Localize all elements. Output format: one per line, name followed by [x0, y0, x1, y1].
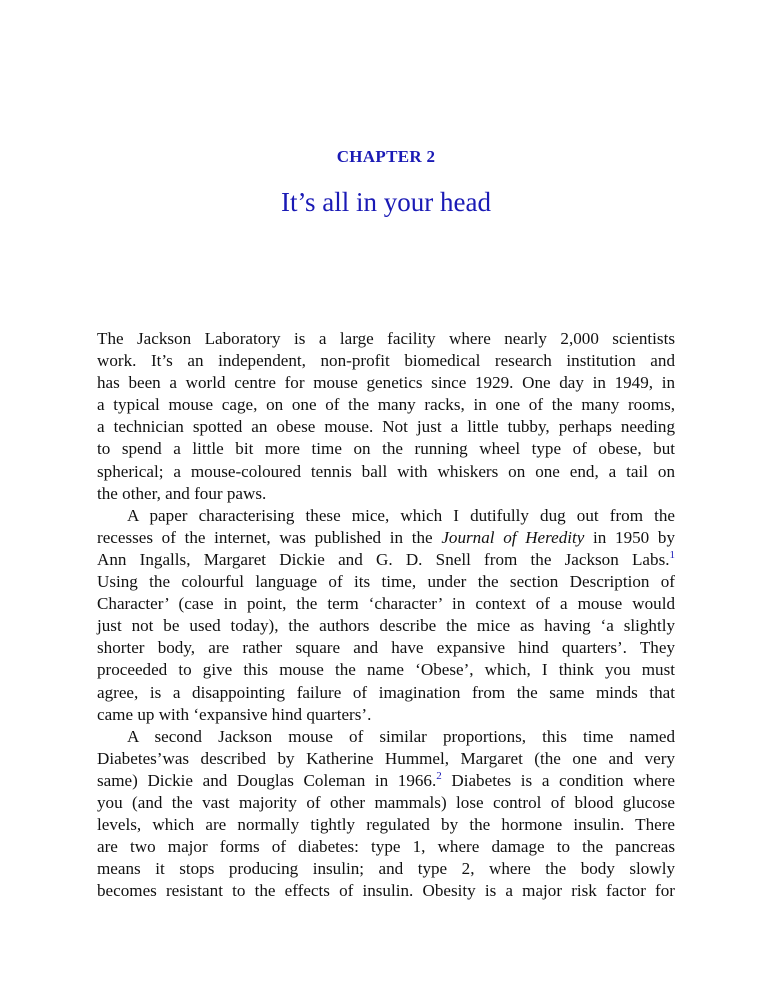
text-line: shorter body, are rather square and have expansive hind quarters’. They: [97, 638, 675, 658]
text-line: agree, is a disappointing failure of imagination from the same minds that: [97, 682, 675, 702]
text-line: work. It’s an independent, non-profit biomedical research institution and: [97, 351, 675, 371]
text-line: A second Jackson mouse of similar proportions, this time named: [127, 726, 675, 746]
text-line: The Jackson Laboratory is a large facility where nearly 2,000 scientists: [97, 329, 675, 348]
body-text: [97, 328, 675, 902]
text-line: Ann Ingalls, Margaret Dickie and G. D. Snell from the Jackson Labs.$^1$: [97, 548, 675, 569]
text-line: Character’ (case in point, the term ‘character’ in context of a mouse would: [97, 594, 675, 614]
text-line: are two major forms of diabetes: type 1, where damage to the pancreas: [97, 837, 675, 857]
text-line: a technician spotted an obese mouse. Not just a little tubby, perhaps needing: [97, 417, 675, 437]
footnote-ref[interactable]: 2: [436, 769, 442, 782]
text-line: recesses of the internet, was published in the Journal of Heredity in 1950 by: [97, 527, 675, 547]
chapter-title: It’s all in your head: [281, 187, 491, 217]
text-line: to spend a little bit more time on the running wheel type of obese, but: [97, 439, 675, 459]
chapter-label: CHAPTER 2: [336, 147, 436, 166]
text-line: becomes resistant to the effects of insulin. Obesity is a major risk factor for: [97, 881, 675, 901]
text-line: A paper characterising these mice, which I dutifully dug out from the: [127, 505, 675, 525]
text-line: came up with ‘expansive hind quarters’.: [97, 704, 372, 724]
journal-title: Journal of Heredity: [441, 527, 585, 547]
text-line: proceeded to give this mouse the name ‘Obese’, which, I think you must: [97, 660, 675, 680]
text-line: Using the colourful language of its time, under the section Description of: [97, 572, 675, 592]
text-line: levels, which are normally tightly regulated by the hormone insulin. There: [97, 815, 675, 835]
text-line: you (and the vast majority of other mammals) lose control of blood glucose: [97, 792, 675, 812]
text-line: a typical mouse cage, on one of the many racks, in one of the many rooms,: [97, 395, 675, 415]
text-line: just not be used today), the authors describe the mice as having ‘a slightly: [97, 616, 675, 636]
text-line: the other, and four paws.: [97, 483, 267, 503]
text-line: means it stops producing insulin; and type 2, where the body slowly: [97, 859, 675, 879]
footnote-ref[interactable]: 1: [669, 548, 675, 561]
text-line: spherical; a mouse-coloured tennis ball with whiskers on one end, a tail on: [97, 461, 675, 481]
text-line: has been a world centre for mouse genetics since 1929. One day in 1949, in: [97, 373, 675, 393]
text-line: Diabetes’was described by Katherine Hummel, Margaret (the one and very: [97, 748, 675, 768]
text-line: same) Dickie and Douglas Coleman in 1966.$^2$ Diabetes is a condition where: [97, 769, 675, 790]
